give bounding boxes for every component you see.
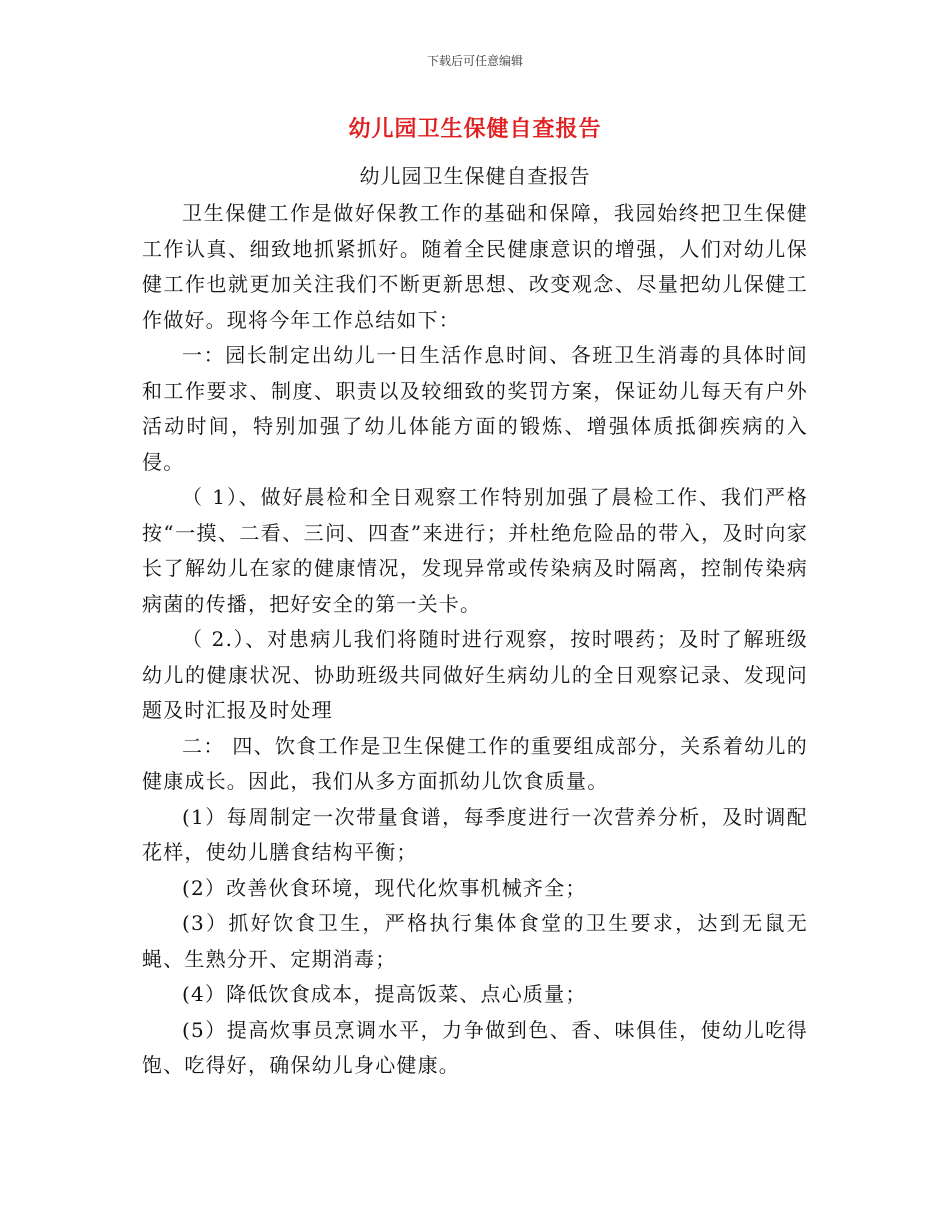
paragraph-section-one: 一：园长制定出幼儿一日生活作息时间、各班卫生消毒的具体时间和工作要求、制度、职责以及较细致的奖罚方案，保证幼儿每天有户外活动时间，特别加强了幼儿体能方面的锻炼、增强体质抵御疾病的入侵。 <box>142 343 808 474</box>
paragraph-intro: 卫生保健工作是做好保教工作的基础和保障，我园始终把卫生保健工作认真、细致地抓紧抓好。随着全民健康意识的增强，人们对幼儿保健工作也就更加关注我们不断更新思想、改变观念、尽量把幼儿保健工作做好。现将今年工作总结如下： <box>142 201 808 332</box>
paragraph-diet-1: (1）每周制定一次带量食谱，每季度进行一次营养分析，及时调配花样，使幼儿膳食结构平衡； <box>142 804 808 864</box>
paragraph-diet-2: (2）改善伙食环境，现代化炊事机械齐全； <box>182 875 587 900</box>
document-title: 幼儿园卫生保健自查报告 <box>348 116 602 142</box>
document-subtitle: 幼儿园卫生保健自查报告 <box>359 164 591 188</box>
paragraph-item-1: （ 1）、做好晨检和全日观察工作特别加强了晨检工作、我们严格按“一摸、二看、三问、四查”来进行；并杜绝危险品的带入，及时向家长了解幼儿在家的健康情况，发现异常或传染病及时隔离，控制传染病病菌的传播，把好安全的第一关卡。 <box>142 485 808 616</box>
paragraph-diet-5: (5）提高炊事员烹调水平，力争做到色、香、味俱佳，使幼儿吃得饱、吃得好，确保幼儿身心健康。 <box>142 1017 808 1077</box>
paragraph-item-2: （ 2.）、对患病儿我们将随时进行观察，按时喂药；及时了解班级幼儿的健康状况、协助班级共同做好生病幼儿的全日观察记录、发现问题及时汇报及时处理 <box>142 627 808 722</box>
header-note: 下载后可任意编辑 <box>426 54 523 68</box>
document-body <box>142 196 808 1084</box>
paragraph-section-two: 二： 四、饮食工作是卫生保健工作的重要组成部分，关系着幼儿的健康成长。因此，我们从多方面抓幼儿饮食质量。 <box>142 733 808 793</box>
paragraph-diet-3: (3）抓好饮食卫生，严格执行集体食堂的卫生要求，达到无鼠无蝇、生熟分开、定期消毒； <box>142 911 808 971</box>
paragraph-diet-4: (4）降低饮食成本，提高饭菜、点心质量； <box>182 982 587 1006</box>
